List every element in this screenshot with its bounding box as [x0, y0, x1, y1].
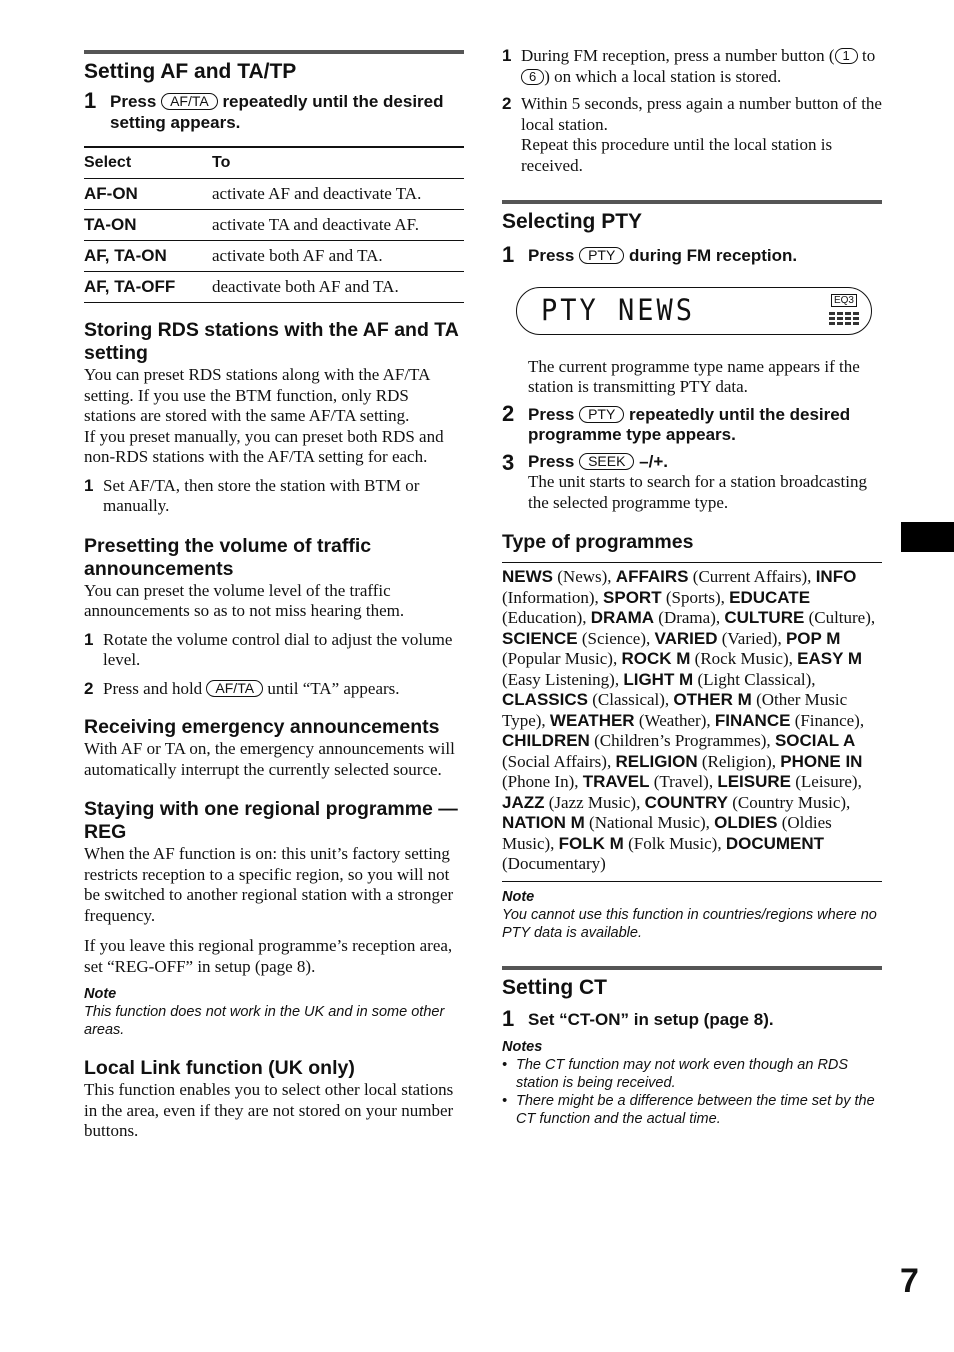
programme-desc: (News),	[557, 567, 612, 586]
paragraph: You can preset the volume level of the traffic announcements so as to not miss hearing them.	[84, 580, 405, 620]
programme-code: TRAVEL	[582, 772, 650, 791]
step-text: Rotate the volume control dial to adjust the volume level.	[103, 629, 453, 669]
programme-desc: (Popular Music),	[502, 649, 618, 668]
programme-code: FINANCE	[714, 710, 791, 730]
programme-code: CLASSICS	[502, 690, 588, 709]
header-to: To	[212, 147, 464, 179]
lcd-text: PTY NEWS	[541, 292, 696, 327]
programme-code: EDUCATE	[729, 587, 811, 607]
step-text: to	[861, 46, 876, 65]
step-text: Press and hold	[103, 678, 203, 698]
heading-reg: Staying with one regional programme — REG	[84, 798, 458, 843]
step-text: Press	[528, 246, 575, 265]
programme-code: CHILDREN	[502, 731, 590, 750]
step-text: repeatedly until the desired programme type appears.	[528, 404, 851, 444]
step-number: 1	[502, 1005, 515, 1031]
cell-select: AF, TA-ON	[84, 241, 212, 272]
number-key-1: 1	[835, 48, 858, 64]
step-text: Press	[528, 451, 575, 471]
programme-code: VARIED	[654, 628, 718, 648]
section-tab-marker	[901, 522, 954, 552]
programme-desc: (Science),	[581, 628, 651, 648]
step-text: Within 5 seconds, press again a number button of the local station.	[521, 94, 882, 134]
programme-code: WEATHER	[549, 710, 635, 730]
step-number: 1	[84, 88, 97, 113]
programme-code: LEISURE	[717, 772, 792, 791]
page-number: 7	[900, 1262, 919, 1300]
programme-desc: (Documentary)	[502, 854, 606, 873]
heading-setting-ct: Setting CT	[502, 975, 607, 999]
af-ta-key: AF/TA	[206, 680, 263, 697]
sub-step	[84, 679, 464, 700]
header-select: Select	[84, 147, 212, 179]
programme-desc: (Oldies Music),	[502, 813, 832, 853]
programme-code: SPORT	[603, 587, 662, 607]
programme-code: LIGHT M	[623, 669, 694, 689]
bullet-icon: •	[502, 1057, 508, 1073]
programme-code: ROCK M	[621, 649, 691, 668]
heading-presetting-volume: Presetting the volume of traffic announcements	[84, 534, 372, 580]
cell-to: activate TA and deactivate AF.	[212, 210, 464, 241]
table-row	[84, 210, 464, 241]
programme-desc: (Culture),	[808, 608, 876, 627]
note-text: The CT function may not work even though an RDS station is being received.	[516, 1057, 849, 1091]
programme-desc: (Children’s Programmes),	[594, 731, 771, 750]
heading-selecting-pty: Selecting PTY	[502, 210, 643, 233]
note-title: Note	[502, 888, 535, 905]
step-text: during FM reception.	[629, 246, 798, 265]
paragraph: You can preset RDS stations along with the AF/TA setting. If you use the BTM function, only RDS stations are stored with the same AF/TA setting.	[84, 365, 430, 425]
step-pty-2	[502, 400, 882, 446]
bullet-icon: •	[502, 1093, 508, 1109]
programme-desc: (Information),	[502, 587, 599, 607]
paragraph: If you preset manually, you can preset both RDS and non-RDS stations with the AF/TA setting for each.	[84, 426, 444, 466]
programme-desc: (Leisure),	[795, 772, 862, 791]
step-text: until “TA” appears.	[267, 678, 400, 698]
programme-desc: (Light Classical),	[697, 669, 816, 689]
programme-desc: (Folk Music),	[628, 833, 722, 853]
programme-desc: (Sports),	[665, 587, 725, 607]
note-bullet	[502, 1056, 882, 1092]
programme-type-list	[502, 567, 882, 882]
lcd-display	[516, 287, 872, 335]
programme-code: JAZZ	[502, 792, 545, 812]
programme-code: RELIGION	[615, 751, 698, 771]
step-number: 2	[84, 678, 94, 698]
programme-desc: (National Music),	[589, 813, 710, 832]
cell-select: AF-ON	[84, 179, 212, 210]
paragraph: With AF or TA on, the emergency announcements will automatically interrupt the currently selected source.	[84, 739, 455, 779]
af-ta-key: AF/TA	[161, 93, 218, 110]
section-rule	[502, 966, 882, 970]
step-number: 1	[84, 475, 94, 495]
step-text: Set “CT-ON” in setup (page 8).	[528, 1009, 774, 1029]
step-text: Repeat this procedure until the local station is received.	[521, 135, 833, 175]
section-rule	[502, 200, 882, 204]
programme-desc: (Weather),	[638, 710, 711, 730]
programme-code: OLDIES	[714, 813, 778, 832]
programme-code: PHONE IN	[780, 751, 863, 771]
pty-key: PTY	[579, 247, 624, 264]
step-text: ) on which a local station is stored.	[544, 66, 782, 86]
sub-step	[502, 46, 882, 87]
sub-step	[502, 94, 882, 176]
programme-desc: (Rock Music),	[694, 649, 793, 668]
step-text: Set AF/TA, then store the station with BTM or manually.	[103, 475, 420, 515]
step-number: 1	[502, 242, 515, 267]
programme-desc: (Varied),	[721, 628, 782, 648]
programme-desc: (Education),	[502, 608, 587, 627]
programme-code: DRAMA	[590, 608, 655, 627]
step-text: Press	[528, 404, 575, 424]
programme-desc: (Jazz Music),	[548, 792, 641, 812]
sub-step	[84, 630, 464, 671]
step-number: 2	[502, 94, 512, 113]
notes-title: Notes	[502, 1039, 543, 1055]
programme-code: SOCIAL A	[774, 731, 856, 750]
step-number: 1	[502, 46, 512, 65]
step-text: Press	[110, 92, 157, 111]
section-rule	[84, 50, 464, 54]
heading-local-link: Local Link function (UK only)	[84, 1057, 355, 1079]
right-column	[502, 46, 882, 1128]
programme-code: SCIENCE	[502, 628, 578, 648]
table-row	[84, 241, 464, 272]
programme-desc: (Current Affairs),	[692, 567, 812, 586]
pty-key: PTY	[579, 406, 624, 423]
paragraph: The current programme type name appears if the station is transmitting PTY data.	[528, 356, 860, 396]
step-text: –/+.	[639, 451, 668, 471]
paragraph: If you leave this regional programme’s reception area, set “REG-OFF” in setup (page 8).	[84, 936, 453, 976]
step-text: repeatedly until the desired setting appears.	[110, 92, 444, 132]
programme-code: DOCUMENT	[725, 833, 825, 853]
programme-code: AFFAIRS	[615, 567, 689, 586]
step-number: 2	[502, 400, 515, 426]
step-pty	[502, 244, 882, 267]
paragraph: This function enables you to select other local stations in the area, even if they are not stored on your number buttons.	[84, 1080, 454, 1140]
programme-desc: (Classical),	[592, 690, 670, 709]
programme-desc: (Drama),	[658, 608, 721, 627]
programme-code: CULTURE	[724, 608, 805, 627]
step-text: During FM reception, press a number button (	[521, 46, 835, 65]
programme-code: FOLK M	[558, 833, 624, 853]
paragraph: When the AF function is on: this unit’s factory setting restricts reception to a specific region, so you will not be switched to another regional station with a stronger frequency.	[84, 844, 454, 925]
note-text: There might be a difference between the time set by the CT function and the actual time.	[516, 1093, 875, 1127]
step-number: 1	[84, 629, 94, 649]
step-pty-3	[502, 449, 882, 514]
table-row	[84, 179, 464, 210]
step-description: The unit starts to search for a station broadcasting the selected programme type.	[528, 472, 867, 512]
programme-desc: (Social Affairs),	[502, 751, 612, 771]
programme-code: POP M	[785, 628, 841, 648]
programme-desc: (Travel),	[653, 772, 714, 791]
programme-desc: (Phone In),	[502, 772, 579, 791]
programme-code: COUNTRY	[644, 792, 729, 812]
programme-code: OTHER M	[673, 690, 752, 709]
af-ta-table	[84, 146, 464, 303]
heading-type-of-programmes: Type of programmes	[502, 531, 882, 563]
step-number: 3	[502, 449, 515, 475]
heading-storing-rds: Storing RDS stations with the AF and TA setting	[84, 319, 459, 364]
number-key-6: 6	[521, 69, 544, 85]
note-bullet	[502, 1092, 882, 1128]
heading-setting-af-ta: Setting AF and TA/TP	[84, 60, 297, 83]
seek-key: SEEK	[579, 453, 634, 470]
cell-select: TA-ON	[84, 210, 212, 241]
cell-select: AF, TA-OFF	[84, 272, 212, 303]
sub-step	[84, 476, 464, 517]
programme-code: NATION M	[502, 813, 585, 832]
programme-code: INFO	[815, 567, 857, 586]
programme-desc: (Easy Listening),	[502, 669, 620, 689]
programme-code: NEWS	[502, 567, 553, 586]
step-af-ta	[84, 90, 464, 133]
equalizer-bars-icon	[829, 310, 859, 328]
note-title: Note	[84, 986, 117, 1002]
heading-emergency: Receiving emergency announcements	[84, 716, 440, 738]
cell-to: deactivate both AF and TA.	[212, 272, 464, 303]
programme-code: EASY M	[797, 649, 863, 668]
programme-desc: (Finance),	[794, 710, 865, 730]
note-text: You cannot use this function in countries/regions where no PTY data is available.	[502, 906, 877, 941]
left-column	[84, 50, 464, 1142]
table-header	[84, 147, 464, 179]
note-text: This function does not work in the UK and in some other areas.	[84, 1004, 445, 1038]
cell-to: activate both AF and TA.	[212, 241, 464, 272]
step-ct	[502, 1005, 882, 1031]
table-row	[84, 272, 464, 303]
cell-to: activate AF and deactivate TA.	[212, 179, 464, 210]
programme-desc: (Other Music Type),	[502, 690, 848, 730]
programme-desc: (Country Music),	[732, 792, 851, 812]
eq-indicator: EQ3	[831, 294, 857, 307]
programme-desc: (Religion),	[701, 751, 777, 771]
